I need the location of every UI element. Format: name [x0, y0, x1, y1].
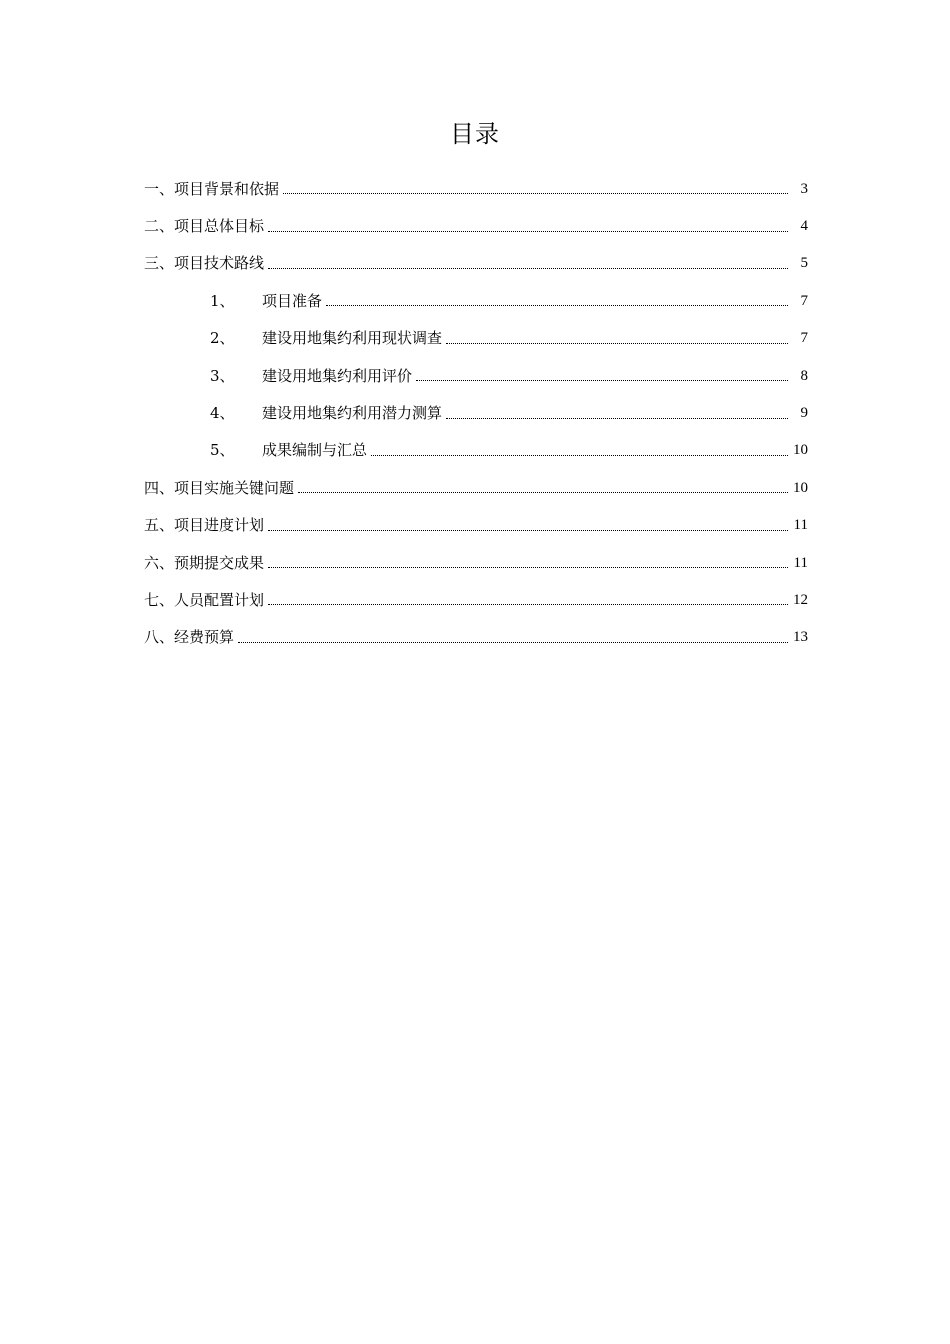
- toc-entry-text: 项目实施关键问题: [174, 478, 295, 497]
- dot-leader: [446, 418, 788, 419]
- dot-leader: [416, 380, 788, 381]
- toc-entry-page: 5: [800, 255, 808, 272]
- toc-entry-text: 成果编制与汇总: [262, 441, 368, 460]
- toc-entry-text: 建设用地集约利用评价: [262, 366, 413, 385]
- toc-entry[interactable]: [144, 207, 808, 244]
- toc-entry-number: 五、: [144, 516, 175, 535]
- toc-subentry[interactable]: [144, 282, 808, 319]
- toc-entry-text: 经费预算: [174, 628, 235, 647]
- toc-subentry[interactable]: [144, 320, 808, 357]
- toc-entry-text: 预期提交成果: [174, 553, 265, 572]
- toc-entry-number: 八、: [144, 628, 175, 647]
- toc-entry-number: 4、: [210, 404, 235, 423]
- toc-entry-text: 建设用地集约利用现状调查: [262, 329, 443, 348]
- toc-entry[interactable]: [144, 170, 808, 207]
- toc-entry[interactable]: [144, 544, 808, 581]
- toc-entry-number: 2、: [210, 329, 235, 348]
- toc-entry-page: 7: [800, 330, 808, 347]
- toc-entry[interactable]: [144, 469, 808, 506]
- toc-entry-number: 3、: [210, 366, 235, 385]
- toc-entry-text: 项目总体目标: [174, 217, 265, 236]
- toc-entry-text: 项目进度计划: [174, 516, 265, 535]
- dot-leader: [446, 343, 788, 344]
- toc-entry[interactable]: [144, 507, 808, 544]
- toc-entry-page: 8: [800, 367, 808, 384]
- toc-entry-number: 二、: [144, 217, 175, 236]
- dot-leader: [268, 567, 788, 568]
- toc-entry-page: 13: [793, 629, 808, 646]
- toc-entry-number: 七、: [144, 590, 175, 609]
- toc-entry-number: 三、: [144, 254, 175, 273]
- toc-subentry[interactable]: [144, 357, 808, 394]
- toc-entry-number: 5、: [210, 441, 235, 460]
- toc-entry-page: 11: [793, 554, 808, 571]
- toc-entry-text: 项目准备: [262, 291, 323, 310]
- toc-entry-text: 人员配置计划: [174, 590, 265, 609]
- dot-leader: [268, 268, 788, 269]
- toc-entry-number: 六、: [144, 553, 175, 572]
- toc-title: 目录: [450, 120, 500, 148]
- dot-leader: [298, 492, 788, 493]
- toc-entry-page: 3: [800, 180, 808, 197]
- toc-entry[interactable]: [144, 245, 808, 282]
- toc-entry[interactable]: [144, 581, 808, 618]
- dot-leader: [268, 530, 788, 531]
- toc-entry-page: 11: [793, 517, 808, 534]
- toc-list: [144, 170, 808, 656]
- toc-entry-page: 10: [793, 442, 808, 459]
- dot-leader: [268, 604, 788, 605]
- dot-leader: [326, 305, 788, 306]
- toc-subentry[interactable]: [144, 394, 808, 431]
- toc-entry-page: 4: [800, 218, 808, 235]
- toc-entry-page: 10: [793, 479, 808, 496]
- toc-subentry[interactable]: [144, 432, 808, 469]
- toc-entry[interactable]: [144, 619, 808, 656]
- toc-entry-page: 9: [800, 405, 808, 422]
- dot-leader: [238, 642, 788, 643]
- toc-entry-number: 四、: [144, 478, 175, 497]
- toc-entry-number: 1、: [210, 291, 235, 310]
- dot-leader: [283, 193, 788, 194]
- toc-entry-page: 7: [800, 292, 808, 309]
- toc-entry-text: 项目背景和依据: [174, 179, 280, 198]
- toc-entry-text: 项目技术路线: [174, 254, 265, 273]
- dot-leader: [268, 231, 788, 232]
- toc-entry-number: 一、: [144, 179, 175, 198]
- toc-entry-page: 12: [793, 591, 808, 608]
- toc-entry-text: 建设用地集约利用潜力测算: [262, 404, 443, 423]
- dot-leader: [371, 455, 788, 456]
